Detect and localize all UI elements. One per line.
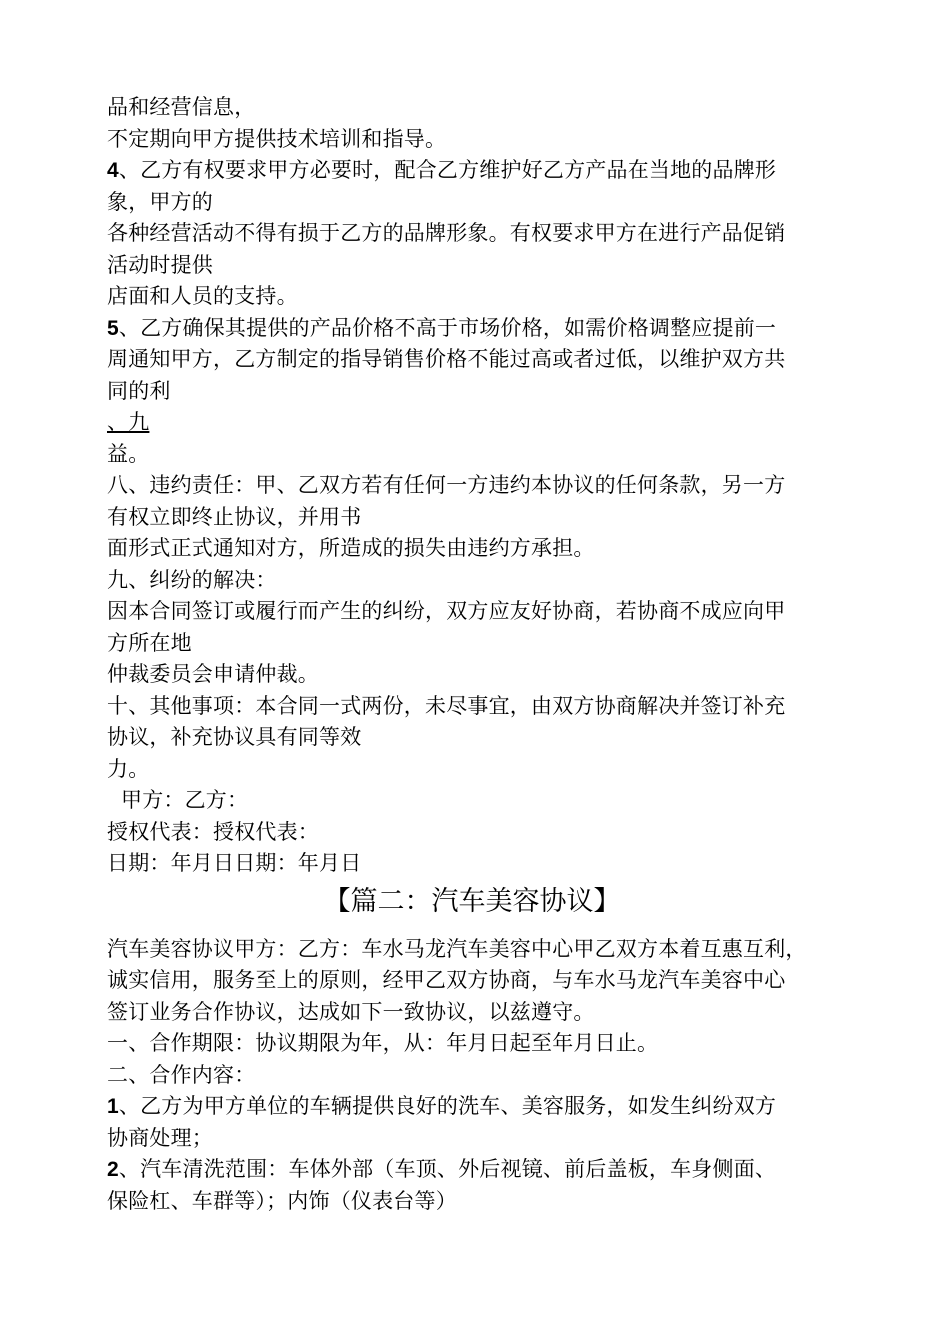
line-text: 同的利 xyxy=(107,378,171,403)
line-text: 、汽车清洗范围：车体外部（车顶、外后视镜、前后盖板，车身侧面、 xyxy=(118,1157,777,1181)
line-text: 诚实信用，服务至上的原则，经甲乙双方协商，与车水马龙汽车美容中心 xyxy=(107,968,786,992)
text-line xyxy=(107,965,867,997)
text-line xyxy=(107,187,867,219)
clause-number: 2 xyxy=(107,1158,119,1181)
line-text: 签订业务合作协议，达成如下一致协议，以兹遵守。 xyxy=(107,999,595,1024)
line-text: 保险杠、车群等）；内饰（仪表台等） xyxy=(107,1188,457,1213)
document-page xyxy=(107,92,867,1217)
text-line xyxy=(107,934,867,966)
text-line xyxy=(107,785,867,817)
clause-number: 1 xyxy=(107,1095,119,1118)
line-text: 店面和人员的支持。 xyxy=(107,284,298,308)
line-text: 、乙方确保其提供的产品价格不高于市场价格，如需价格调整应提前一 xyxy=(118,315,777,340)
line-text: 十、其他事项：本合同一式两份，未尽事宜，由双方协商解决并签订补充 xyxy=(107,693,786,718)
clause-number: 5 xyxy=(107,316,119,340)
text-line xyxy=(107,848,867,880)
line-text: 二、合作内容： xyxy=(107,1062,256,1087)
text-line xyxy=(107,250,867,282)
section-heading: 【篇二：汽车美容协议】 xyxy=(323,885,621,917)
line-text: 力。 xyxy=(107,756,150,781)
text-line xyxy=(107,754,867,786)
line-text: 、乙方有权要求甲方必要时，配合乙方维护好乙方产品在当地的品牌形 xyxy=(118,158,777,182)
line-text: 方所在地 xyxy=(107,630,192,655)
text-line xyxy=(107,722,867,754)
line-text: 仲裁委员会申请仲裁。 xyxy=(107,662,319,686)
text-line xyxy=(107,997,867,1029)
line-text: 协议，补充协议具有同等效 xyxy=(107,725,362,749)
text-line xyxy=(107,1154,867,1186)
text-line xyxy=(107,691,867,723)
line-text: 汽车美容协议甲方：乙方：车水马龙汽车美容中心甲乙双方本着互惠互利， xyxy=(107,936,807,961)
text-line xyxy=(107,1123,867,1155)
text-line xyxy=(107,281,867,313)
line-text: 协商处理； xyxy=(107,1125,213,1150)
clause-number: 4 xyxy=(107,159,119,182)
text-line xyxy=(107,817,867,849)
text-line xyxy=(107,628,867,660)
text-line xyxy=(107,1186,867,1218)
text-line xyxy=(107,596,867,628)
line-text: 周通知甲方，乙方制定的指导销售价格不能过高或者过低，以维护双方共 xyxy=(107,347,786,371)
line-text: 一、合作期限：协议期限为年，从：年月日起至年月日止。 xyxy=(107,1031,659,1055)
text-line xyxy=(107,155,867,187)
line-text: 因本合同签订或履行而产生的纠纷，双方应友好协商，若协商不成应向甲 xyxy=(107,599,786,623)
text-line xyxy=(107,344,867,376)
line-text: 八、违约责任：甲、乙双方若有任何一方违约本协议的任何条款，另一方 xyxy=(107,473,786,497)
text-line xyxy=(107,313,867,345)
line-text: 日期：年月日日期：年月日 xyxy=(107,851,362,875)
line-text: 、九 xyxy=(107,410,150,434)
line-text: 不定期向甲方提供技术培训和指导。 xyxy=(107,126,447,151)
text-line xyxy=(107,470,867,502)
text-line xyxy=(107,218,867,250)
text-line xyxy=(107,124,867,156)
text-line xyxy=(107,565,867,597)
line-text: 活动时提供 xyxy=(107,252,213,277)
line-text: 象，甲方的 xyxy=(107,189,213,214)
text-line xyxy=(107,92,867,124)
line-text: 益。 xyxy=(107,441,150,466)
line-text: 面形式正式通知对方，所造成的损失由违约方承担。 xyxy=(107,536,595,560)
text-line xyxy=(107,533,867,565)
line-text: 、乙方为甲方单位的车辆提供良好的洗车、美容服务，如发生纠纷双方 xyxy=(118,1094,777,1118)
line-text: 甲方：乙方： xyxy=(121,788,249,812)
contract-section-1 xyxy=(107,92,867,880)
text-line xyxy=(107,659,867,691)
text-line xyxy=(107,407,867,439)
line-text: 九、纠纷的解决： xyxy=(107,567,277,592)
text-line xyxy=(107,1028,867,1060)
line-text: 品和经营信息， xyxy=(107,95,256,119)
line-text: 有权立即终止协议，并用书 xyxy=(107,504,362,529)
text-line xyxy=(107,1091,867,1123)
text-line xyxy=(107,376,867,408)
text-line xyxy=(107,502,867,534)
text-line xyxy=(107,1060,867,1092)
line-text: 各种经营活动不得有损于乙方的品牌形象。有权要求甲方在进行产品促销 xyxy=(107,221,786,245)
contract-section-2 xyxy=(107,934,867,1218)
text-line xyxy=(107,439,867,471)
line-text: 授权代表：授权代表： xyxy=(107,819,319,844)
